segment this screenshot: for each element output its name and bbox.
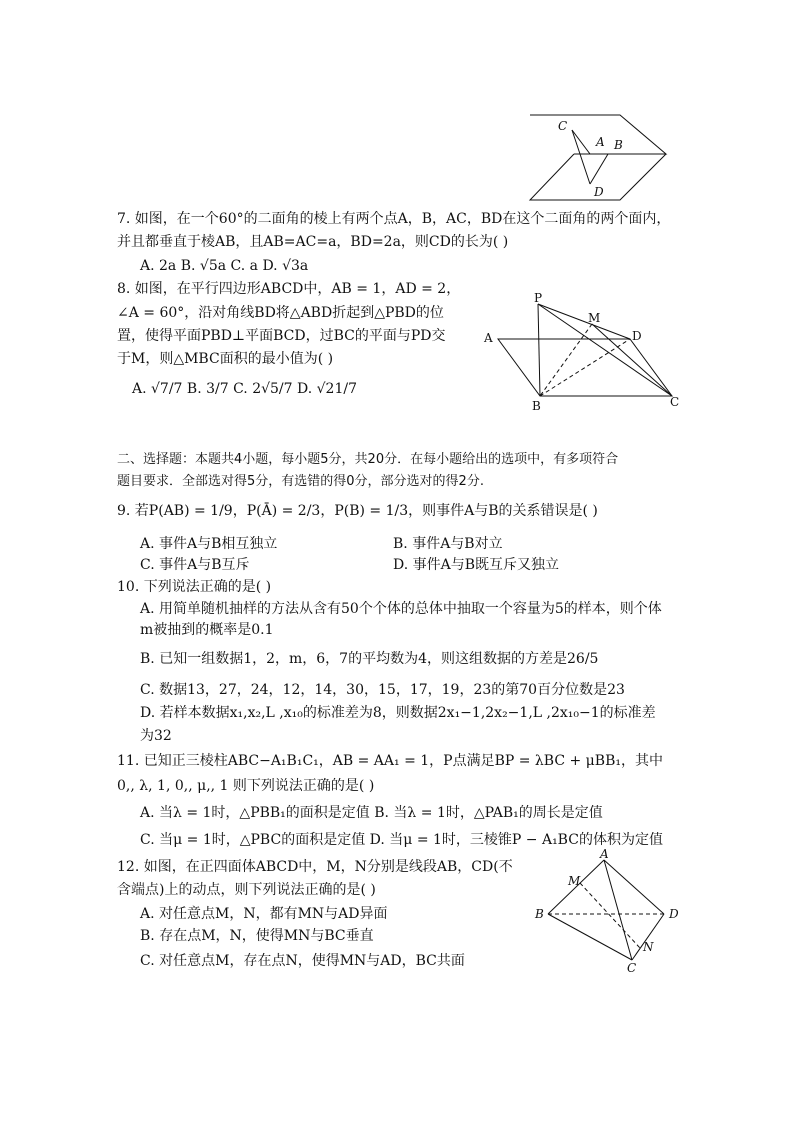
label-b: B bbox=[614, 138, 623, 152]
edge-bc bbox=[548, 914, 632, 960]
q8-line2: ∠A = 60°，沿对角线BD将△ABD折起到△PBD的位 bbox=[117, 305, 444, 321]
q10-option-c: C. 数据13，27，24，12，14，30，15，17，19，23的第70百分位数是23 bbox=[140, 682, 625, 698]
q8-line3: 置，使得平面PBD⊥平面BCD，过BC的平面与PD交 bbox=[117, 328, 446, 344]
label-d: D bbox=[594, 185, 604, 199]
q7-line2: 并且都垂直于棱AB，且AB=AC=a，BD=2a，则CD的长为( ) bbox=[117, 234, 509, 250]
label-p: P bbox=[534, 291, 543, 305]
q11-stem: 11. 已知正三棱柱ABC−A₁B₁C₁，AB = AA₁ = 1，P点满足BP = λBC + μBB₁，其中 bbox=[117, 753, 663, 769]
segment-cd bbox=[572, 130, 590, 184]
q9-stem: 9. 若P(AB) = 1/9，P(Ā) = 2/3，P(B) = 1/3，则事件A与B的关系错误是( ) bbox=[117, 503, 598, 519]
segment-bd bbox=[590, 154, 608, 184]
q10-option-d2: 为32 bbox=[140, 728, 172, 744]
label-c: C bbox=[627, 961, 637, 975]
q10-option-a1: A. 用简单随机抽样的方法从含有50个个体的总体中抽取一个容量为5的样本，则个体 bbox=[140, 601, 662, 617]
folded-parallelogram-figure bbox=[480, 291, 680, 414]
edge-ac bbox=[604, 860, 632, 960]
label-b: B bbox=[532, 399, 541, 413]
label-c: C bbox=[670, 395, 680, 409]
label-d: D bbox=[669, 907, 679, 921]
q8-line4: 于M，则△MBC面积的最小值为( ) bbox=[117, 351, 334, 367]
q7-line1: 7. 如图，在一个60°的二面角的棱上有两个点A，B，AC，BD在这个二面角的两个面内， bbox=[117, 211, 671, 227]
label-b: B bbox=[535, 907, 544, 921]
parallelogram-abcd bbox=[498, 339, 672, 396]
segment-pc bbox=[538, 304, 672, 396]
label-a: A bbox=[484, 331, 493, 345]
segment-pb bbox=[538, 304, 540, 396]
section2-line1: 二、选择题：本题共4小题，每小题5分，共20分．在每小题给出的选项中，有多项符合 bbox=[117, 452, 619, 467]
segment-mn bbox=[580, 883, 640, 948]
label-c: C bbox=[558, 119, 568, 133]
label-a: A bbox=[596, 135, 605, 149]
q9-option-a: A. 事件A与B相互独立 bbox=[140, 536, 278, 552]
tetrahedron-figure bbox=[530, 847, 690, 975]
segment-mb bbox=[540, 324, 592, 396]
label-m: M bbox=[568, 874, 581, 888]
q10-stem: 10. 下列说法正确的是( ) bbox=[117, 579, 272, 595]
q8-options: A. √7/7 B. 3/7 C. 2√5/7 D. √21/7 bbox=[132, 381, 357, 397]
q9-option-d: D. 事件A与B既互斥又独立 bbox=[393, 557, 560, 573]
edge-ad bbox=[604, 860, 664, 914]
dihedral-angle-figure bbox=[520, 112, 670, 204]
label-m: M bbox=[588, 311, 601, 325]
q9-option-c: C. 事件A与B互斥 bbox=[140, 557, 250, 573]
q10-option-a2: m被抽到的概率是0.1 bbox=[140, 622, 274, 638]
q7-options: A. 2a B. √5a C. a D. √3a bbox=[140, 258, 309, 274]
q11-options-ab: A. 当λ = 1时，△PBB₁的面积是定值 B. 当λ = 1时，△PAB₁的周长是定值 bbox=[140, 805, 603, 821]
q8-line1: 8. 如图，在平行四边形ABCD中，AB = 1，AD = 2， bbox=[117, 281, 461, 297]
q12-line1: 12. 如图，在正四面体ABCD中，M，N分别是线段AB，CD(不 bbox=[117, 859, 513, 875]
section2-line2: 题目要求．全部选对得5分，有选错的得0分，部分选对的得2分. bbox=[117, 474, 484, 489]
q9-option-b: B. 事件A与B对立 bbox=[393, 536, 503, 552]
q12-option-a: A. 对任意点M，N，都有MN与AD异面 bbox=[140, 906, 388, 922]
q11-range: 0,, λ, 1, 0,, μ,, 1 则下列说法正确的是( ) bbox=[117, 778, 375, 794]
segment-ca bbox=[572, 130, 590, 154]
q12-option-c: C. 对任意点M，存在点N，使得MN与AD，BC共面 bbox=[140, 953, 465, 969]
segment-bd bbox=[540, 339, 630, 396]
q10-option-b: B. 已知一组数据1，2，m，6，7的平均数为4，则这组数据的方差是26/5 bbox=[140, 651, 599, 667]
segment-pd bbox=[538, 304, 630, 339]
q12-line2: 含端点)上的动点，则下列说法正确的是( ) bbox=[117, 882, 376, 898]
q11-options-cd: C. 当μ = 1时，△PBC的面积是定值 D. 当μ = 1时，三棱锥P − A₁BC的体积为定值 bbox=[140, 832, 663, 848]
label-n: N bbox=[643, 940, 654, 954]
label-a: A bbox=[600, 847, 609, 861]
q12-option-b: B. 存在点M，N，使得MN与BC垂直 bbox=[140, 928, 374, 944]
label-d: D bbox=[632, 329, 642, 343]
q10-option-d1: D. 若样本数据x₁,x₂,L ,x₁₀的标准差为8，则数据2x₁−1,2x₂−1,L ,2x₁₀−1的标准差 bbox=[140, 705, 656, 721]
